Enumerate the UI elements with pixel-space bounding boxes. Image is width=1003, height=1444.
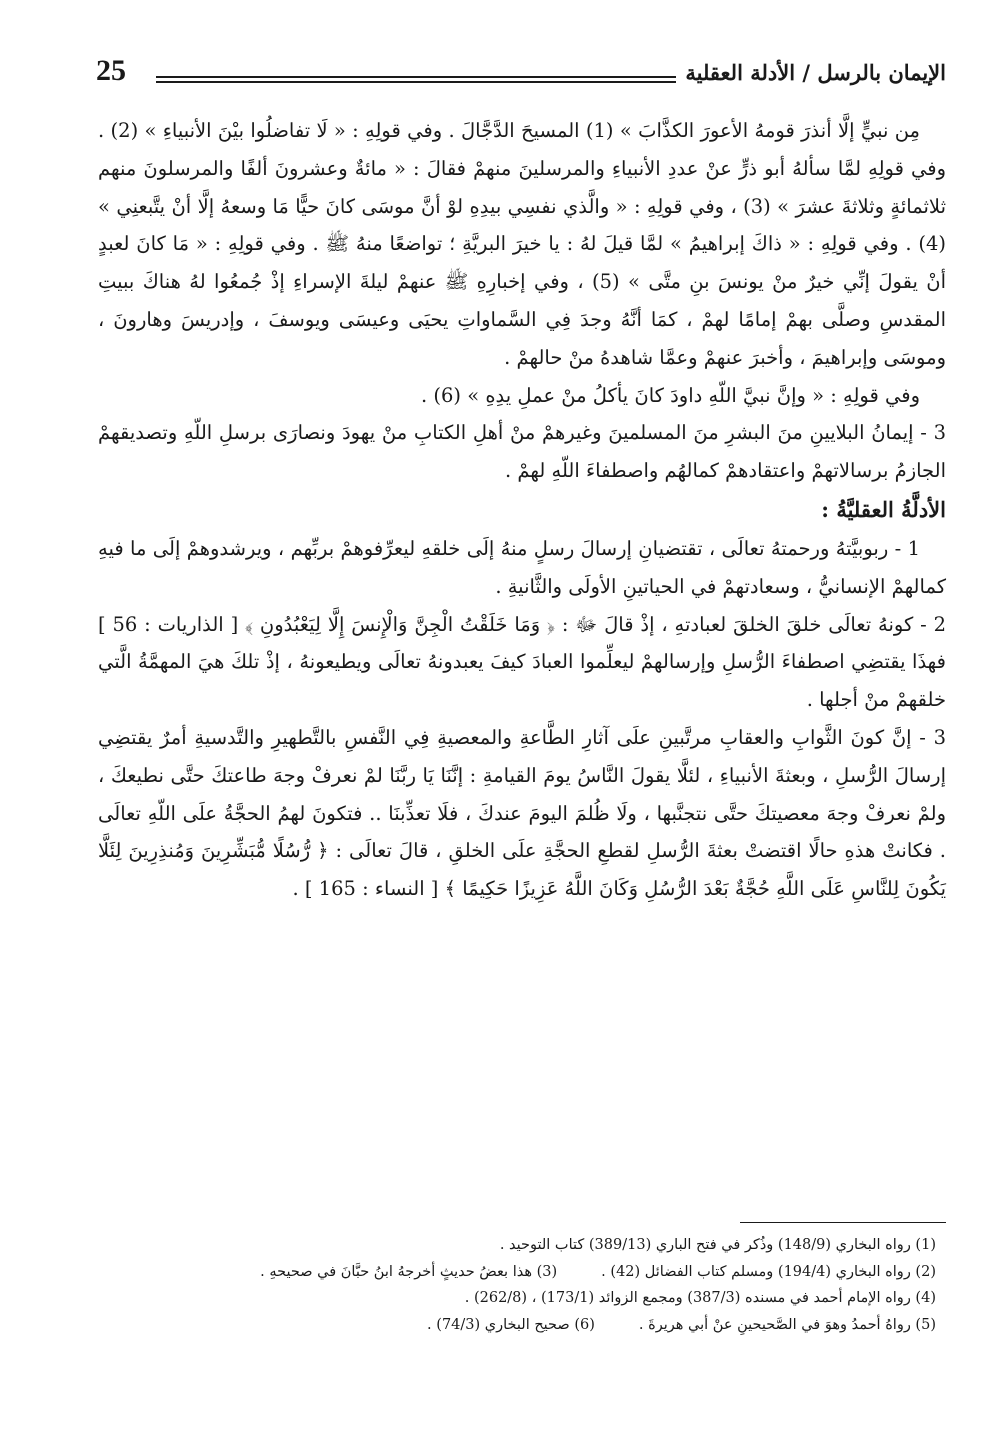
- footnotes: [98, 1232, 936, 1338]
- main-text: [98, 112, 946, 908]
- footnote-5: (5) رواهُ أحمدُ وهوَ في الصَّحيحينِ عنْ أبي هريرةَ .: [638, 1316, 936, 1333]
- rational-point-2: 2 - كونهُ تعالَى خلقَ الخلقَ لعبادتهِ ، إذْ قالَ ﷻ : ﴿ وَمَا خَلَقْتُ الْجِنَّ وَالْإِنسَ إِلَّا لِيَعْبُدُونِ ﴾ [ الذاريات : 56 ] فهذَا يقتضِي اصطفاءَ الرُّسلِ وإرسالهمْ ليعلِّموا العبادَ كيفَ يعبدونهُ تعالَى ويطيعونهُ ، إذْ تلكَ هيَ المهمَّةُ الَّتي خلقهمْ منْ أجلها .: [98, 612, 946, 712]
- footnote-row-2-3: [98, 1259, 936, 1286]
- header-rule: [156, 76, 676, 83]
- footnote-row-5-6: [98, 1312, 936, 1339]
- footnote-separator: [740, 1222, 946, 1223]
- footnote-4: (4) رواه الإمام أحمد في مسنده (387/3) ومجمع الزوائد (173/1) ، (262/8) .: [464, 1290, 936, 1306]
- page-number: 25: [96, 54, 126, 87]
- footnote-1: (1) رواه البخاري (148/9) وذُكر في فتح الباري (389/13) كتاب التوحيد .: [499, 1237, 936, 1253]
- page-header: [96, 54, 946, 98]
- rational-point-1: 1 - ربوبيَّتهُ ورحمتهُ تعالَى ، تقتضيانِ إرسالَ رسلٍ منهُ إلَى خلقهِ ليعرِّفوهمْ بربِّهم ، ويرشدوهمْ إلَى ما فيهِ كمالهمْ الإنسانيُّ ، وسعادتهمْ في الحياتينِ الأولَى والثَّانيةِ .: [98, 536, 946, 598]
- running-title: الإيمان بالرسل / الأدلة العقلية: [677, 60, 946, 85]
- footnote-3: (3) هذا بعضُ حديثٍ أخرجهُ ابنُ حبَّانَ في صحيحهِ .: [260, 1263, 558, 1280]
- paragraph-evidence-hadith: مِن نبيٍّ إلَّا أنذرَ قومهُ الأعورَ الكذَّابَ » (1) المسيحَ الدَّجَّالَ . وفي قولِهِ : « لَا تفاضلُوا بيْنَ الأنبياءِ » (2) . وفي قولِهِ لمَّا سألهُ أبو ذرٍّ عنْ عددِ الأنبياءِ والمرسلينَ منهمْ فقالَ : « مائةٌ وعشرونَ ألفًا والمرسلونَ منهم ثلاثمائةٍ وثلاثةَ عشرَ » (3) ، وفي قولِهِ : « والَّذي نفسِي بيدِهِ لوْ أنَّ موسَى كانَ حيًّا مَا وسعهُ إلَّا أنْ يتَّبعنِي » (4) . وفي قولِهِ : « ذاكَ إبراهيمُ » لمَّا قيلَ لهُ : يا خيرَ البريَّةِ ؛ تواضعًا منهُ ﷺ . وفي قولِهِ : « مَا كانَ لعبدٍ أنْ يقولَ إنِّي خيرٌ منْ يونسَ بنِ متَّى » (5) ، وفي إخبارِهِ ﷺ عنهمْ ليلةَ الإسراءِ إذْ جُمعُوا لهُ هناكَ ببيتِ المقدسِ وصلَّى بهمْ إمامًا لهمْ ، كمَا أنَّهُ وجدَ فِي السَّماواتِ يحيَى وعيسَى ويوسفَ ، وإدريسَ وهارونَ ، وموسَى وإبراهيمَ ، وأخبرَ عنهمْ وعمَّا شاهدهُ منْ حالهمْ .: [98, 119, 946, 369]
- section-heading-rational-evidence: الأدلَّةُ العقليَّةُ :: [821, 496, 946, 522]
- footnote-2: (2) رواه البخاري (194/4) ومسلم كتاب الفضائل (42) .: [601, 1263, 936, 1280]
- paragraph-dawud-hadith: وفي قولِهِ : « وإنَّ نبيَّ اللّهِ داودَ كانَ يأكلُ منْ عملِ يدِهِ » (6) .: [420, 383, 920, 407]
- rational-point-3: 3 - إنَّ كونَ الثَّوابِ والعقابِ مرتَّبينِ علَى آثارِ الطَّاعةِ والمعصيةِ فِي النَّفسِ بالتَّطهيرِ والتَّدسيةِ أمرٌ يقتضِي إرسالَ الرُّسلِ ، وبعثةَ الأنبياءِ ، لئلَّا يقولَ النَّاسُ يومَ القيامةِ : إنَّنَا يَا ربَّنَا لمْ نعرفْ وجهَ طاعتكَ حتَّى نطيعكَ ، ولمْ نعرفْ وجهَ معصيتكَ حتَّى نتجنَّبها ، ولَا ظُلمَ اليومَ عندكَ ، فلَا تعذِّبنَا .. فتكونَ لهمُ الحجَّةُ علَى اللّهِ تعالَى . فكانتْ هذهِ حالًا اقتضتْ بعثةَ الرُّسلِ لقطعِ الحجَّةِ علَى الخلقِ ، قالَ تعالَى : ﴿ رُّسُلًا مُّبَشِّرِينَ وَمُنذِرِينَ لِئَلَّا يَكُونَ لِلنَّاسِ عَلَى اللَّهِ حُجَّةٌ بَعْدَ الرُّسُلِ وَكَانَ اللَّهُ عَزِيزًا حَكِيمًا ﴾ [ النساء : 165 ] .: [98, 725, 946, 901]
- footnote-6: (6) صحيح البخاري (74/3) .: [427, 1316, 595, 1333]
- paragraph-belief-of-billions: 3 - إيمانُ البلايينِ منَ البشرِ منَ المسلمينَ وغيرهمْ منْ أهلِ الكتابِ منْ يهودَ ونصارَى برسلِ اللّهِ وتصديقهمْ الجازمُ برسالاتهمْ واعتقادهمْ كمالهُم واصطفاءَ اللّهِ لهمْ .: [98, 421, 946, 483]
